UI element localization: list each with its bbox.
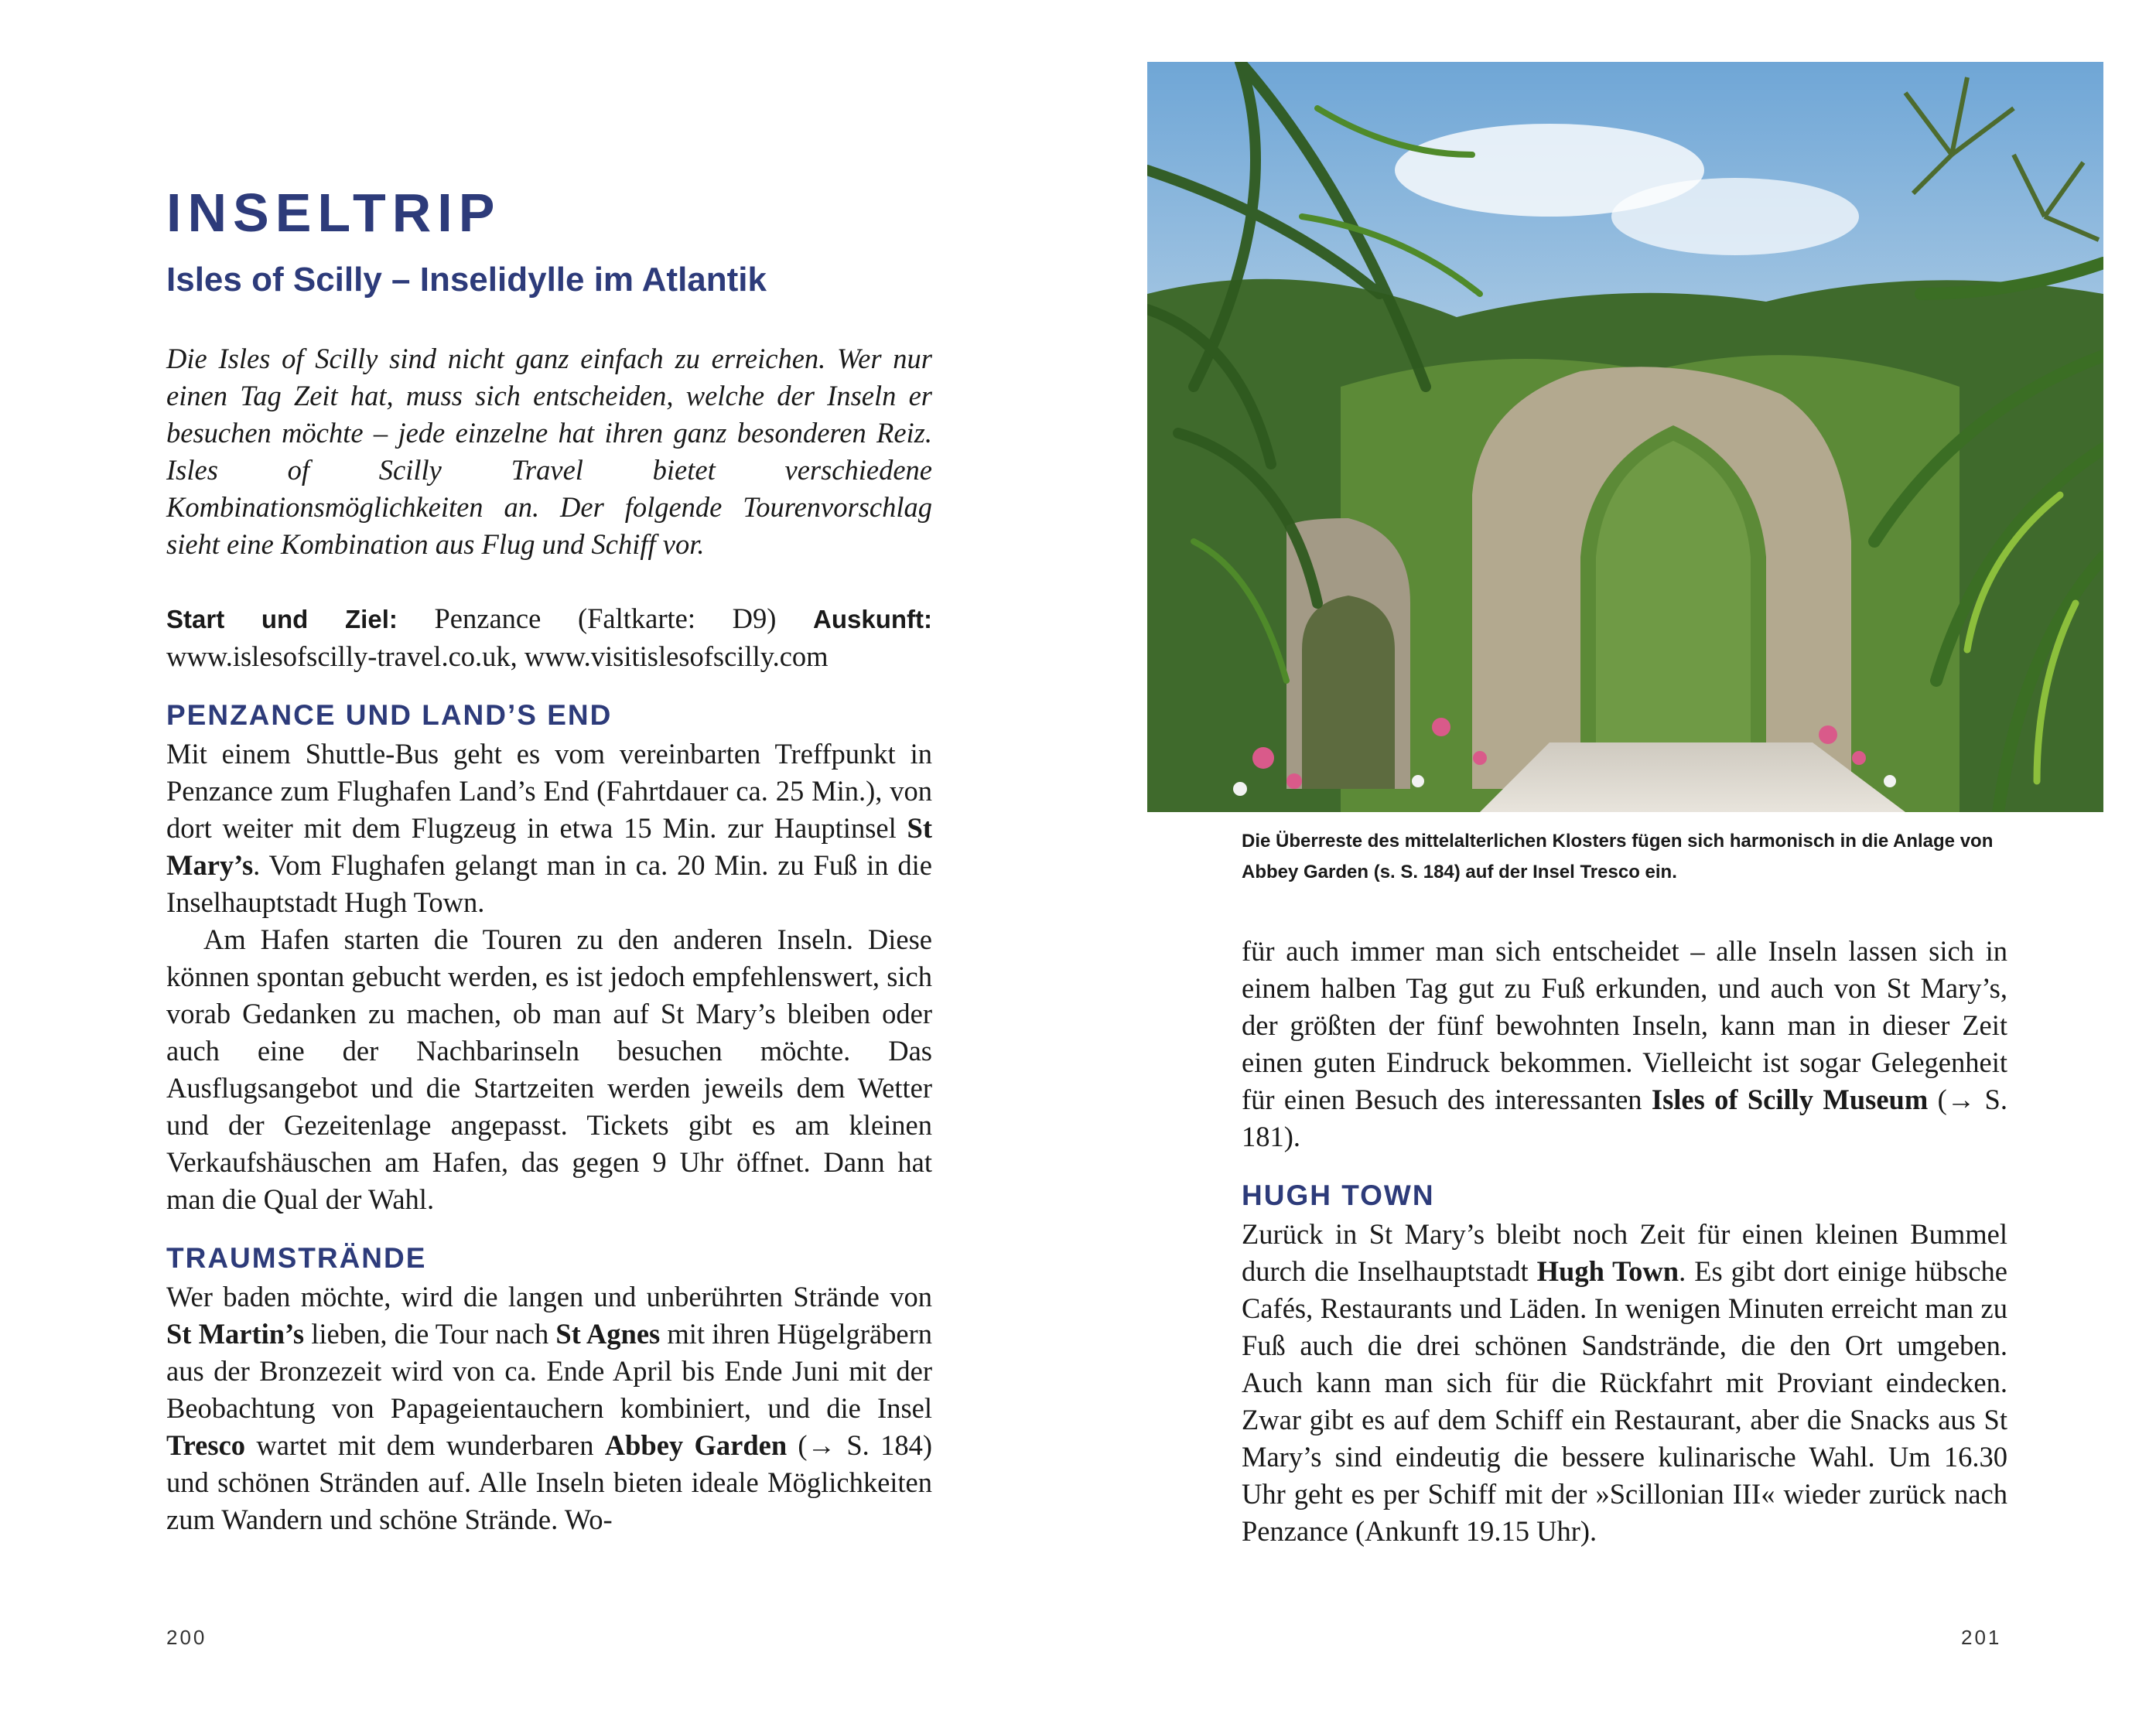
left-text-column bbox=[166, 340, 932, 1538]
abbey-garden-photo bbox=[1147, 62, 2103, 812]
right-text-column bbox=[1242, 933, 2007, 1550]
penzance-paragraph-2: Am Hafen starten die Touren zu den anderen Inseln. Diese können spontan gebucht werden, es ist jedoch empfehlenswert, sich vorab Gedanken zu machen, ob man auf St Mary’s bleiben oder auch eine der Nachbarinseln besuchen möchte. Das Ausflugsangebot und die Startzeiten werden jeweils dem Wetter und der Gezeitenlage angepasst. Tickets gibt es am kleinen Verkaufshäuschen am Hafen, das gegen 9 Uhr öffnet. Dann hat man die Qual der Wahl. bbox=[166, 923, 932, 1215]
photo-caption: Die Überreste des mittelalterlichen Klosters fügen sich harmonisch in die Anlage von Abbey Garden (s. S. 184) auf der Insel Tresco ein. bbox=[1242, 831, 1994, 882]
intro-paragraph: Die Isles of Scilly sind nicht ganz einfach zu erreichen. Wer nur einen Tag Zeit hat, muss sich entscheiden, welche der Inseln er besuchen möchte – jede einzelne hat ihren ganz besonderen Reiz. Isles of Scilly Travel bietet verschiedene Kombinationsmöglichkeiten an. Der folgende Tourenvorschlag sieht eine Kombination aus Flug und Schiff vor. bbox=[166, 343, 932, 560]
start-value: Penzance (Faltkarte: D9) bbox=[434, 602, 777, 634]
continuation-paragraph: für auch immer man sich entscheidet – alle Inseln lassen sich in einem halben Tag gut zu Fuß erkunden, und auch von St Mary’s, der größten der fünf bewohnten Inseln, kann man in dieser Zeit einen guten Eindruck bekommen. Vielleicht ist sogar Gelegenheit für einen Besuch des interessanten Isles of Scilly Museum (→ S. 181). bbox=[1242, 935, 2007, 1152]
page-subtitle: Isles of Scilly – Inselidylle im Atlantik bbox=[166, 261, 767, 299]
hugh-town-paragraph: Zurück in St Mary’s bleibt noch Zeit für einen kleinen Bummel durch die Inselhauptstadt Hugh Town. Es gibt dort einige hübsche Cafés, Restaurants und Läden. In wenigen Minuten erreicht man zu Fuß auch die drei schönen Sandstrände, die den Ort umgeben. Auch kann man sich für die Rückfahrt mit Proviant eindecken. Zwar gibt es auf dem Schiff ein Restaurant, aber die Snacks aus St Mary’s sind eindeutig die bessere kulinarische Wahl. Um 16.30 Uhr geht es per Schiff mit der »Scillonian III« wieder zurück nach Penzance (Ankunft 19.15 Uhr). bbox=[1242, 1218, 2007, 1547]
st-marys-bold: St Mary’s bbox=[166, 812, 933, 881]
start-label: Start und Ziel: bbox=[166, 605, 398, 633]
penzance-paragraph-1: Mit einem Shuttle-Bus geht es vom vereinbarten Treffpunkt in Penzance zum Flughafen Land’s End (Fahrtdauer ca. 25 Min.), von dort weiter mit dem Flugzeug in etwa 15 Min. zur Hauptinsel St Mary’s. Vom Flughafen gelangt man in ca. 20 Min. zu Fuß in die Inselhauptstadt Hugh Town. bbox=[166, 738, 933, 918]
section-heading-traumstraende: TRAUMSTRÄNDE bbox=[166, 1242, 427, 1274]
section-heading-hugh-town: HUGH TOWN bbox=[1242, 1179, 1435, 1211]
page-number-right: 201 bbox=[1961, 1626, 2002, 1649]
info-paragraph bbox=[166, 600, 932, 675]
page-title: INSELTRIP bbox=[166, 183, 501, 243]
auskunft-label: Auskunft: bbox=[813, 605, 932, 633]
traumstraende-paragraph: Wer baden möchte, wird die langen und unberührten Strände von St Martin’s lieben, die Tour nach St Agnes mit ihren Hügelgräbern aus der Bronzezeit wird von ca. Ende April bis Ende Juni mit der Beobachtung von Papageientauchern kombiniert, und die Insel Tresco wartet mit dem wunderbaren Abbey Garden (→ S. 184) und schönen Stränden auf. Alle Inseln bieten ideale Möglichkeiten zum Wandern und schöne Strände. Wo- bbox=[166, 1281, 932, 1535]
museum-bold: Isles of Scilly Museum bbox=[1651, 1084, 1929, 1115]
page-number-left: 200 bbox=[166, 1626, 207, 1649]
auskunft-value: www.islesofscilly-travel.co.uk, www.visitislesofscilly.com bbox=[166, 640, 829, 672]
hugh-town-bold: Hugh Town bbox=[1536, 1255, 1679, 1287]
section-heading-penzance: PENZANCE UND LAND’S END bbox=[166, 699, 613, 731]
